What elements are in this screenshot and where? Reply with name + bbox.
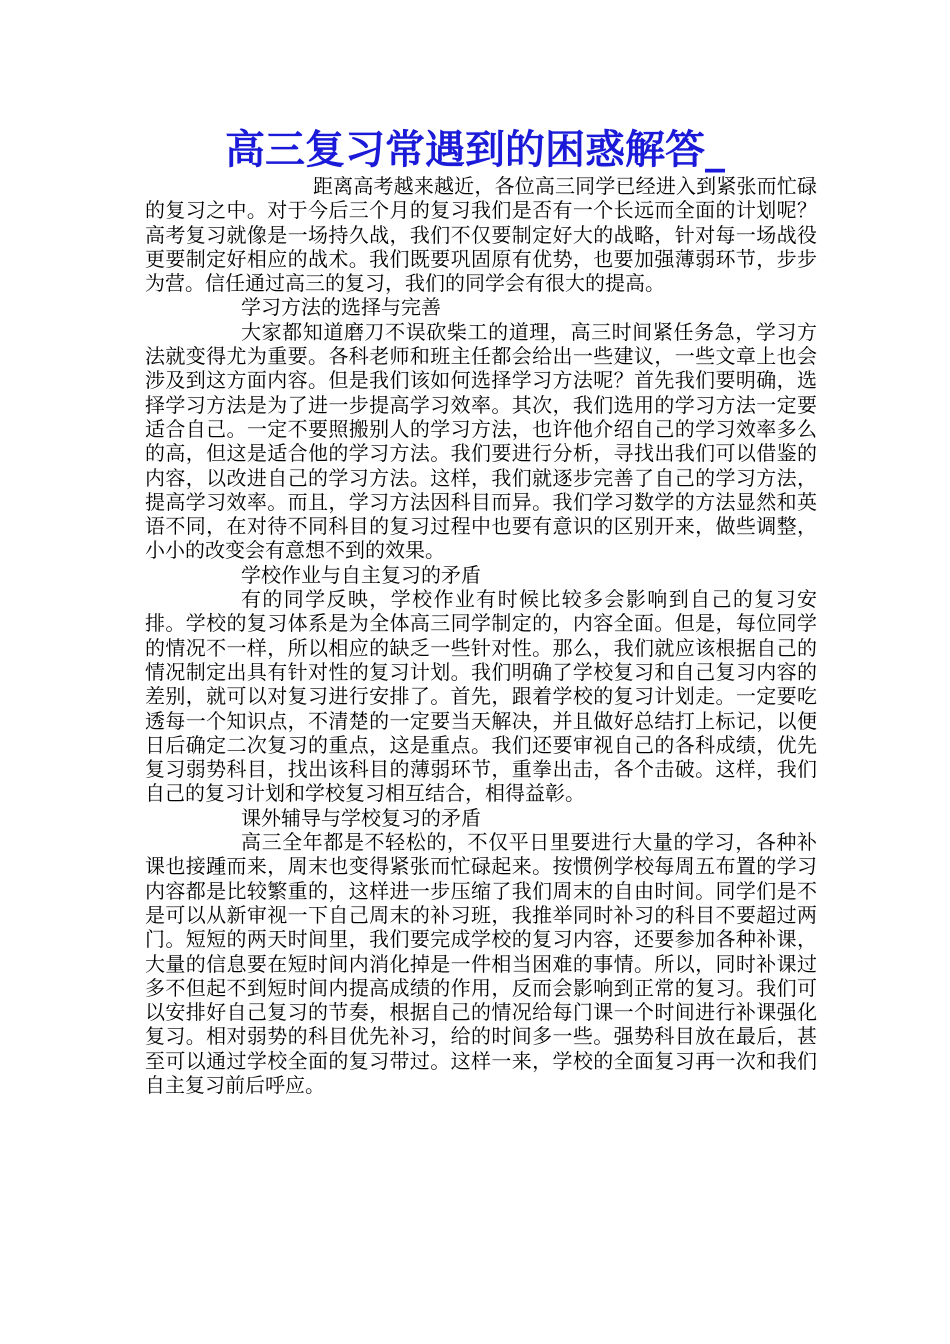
section-heading-homework-vs-self-review: 学校作业与自主复习的矛盾	[241, 562, 481, 587]
document-body	[145, 174, 817, 1097]
section-body-homework-vs-self-review: 有的同学反映，学校作业有时候比较多会影响到自己的复习安排。学校的复习体系是为全体高三同学制定的，内容全面。但是，每位同学的情况不一样，所以相应的缺乏一些针对性。那么，我们就应该根据自己的情况制定出具有针对性的复习计划。我们明确了学校复习和自己复习内容的差别，就可以对复习进行安排了。首先，跟着学校的复习计划走。一定要吃透每一个知识点，不清楚的一定要当天解决，并且做好总结打上标记，以便日后确定二次复习的重点，这是重点。我们还要审视自己的各科成绩，优先复习弱势科目，找出该科目的薄弱环节，重拳出击，各个击破。这样，我们自己的复习计划和学校复习相互结合，相得益彰。	[145, 587, 817, 806]
section-body-study-methods: 大家都知道磨刀不误砍柴工的道理，高三时间紧任务急，学习方法就变得尤为重要。各科老师和班主任都会给出一些建议，一些文章上也会涉及到这方面内容。但是我们该如何选择学习方法呢？首先我们要明确，选择学习方法是为了进一步提高学习效率。其次，我们选用的学习方法一定要适合自己。一定不要照搬别人的学习方法，也许他介绍自己的学习效率多么的高，但这是适合他的学习方法。我们要进行分析，寻找出我们可以借鉴的内容，以改进自己的学习方法。这样，我们就逐步完善了自己的学习方法，提高学习效率。而且，学习方法因科目而异。我们学习数学的方法显然和英语不同，在对待不同科目的复习过程中也要有意识的区别开来，做些调整，小小的改变会有意想不到的效果。	[145, 319, 817, 563]
document-title: 高三复习常遇到的困惑解答_	[225, 126, 725, 173]
section-body-tutoring-vs-school-review: 高三全年都是不轻松的，不仅平日里要进行大量的学习，各种补课也接踵而来，周末也变得紧张而忙碌起来。按惯例学校每周五布置的学习内容都是比较繁重的，这样进一步压缩了我们周末的自由时间。同学们是不是可以从新审视一下自己周末的补习班，我推举同时补习的科目不要超过两门。短短的两天时间里，我们要完成学校的复习内容，还要参加各种补课，大量的信息要在短时间内消化掉是一件相当困难的事情。所以，同时补课过多不但起不到短时间内提高成绩的作用，反而会影响到正常的复习。我们可以安排好自己复习的节奏，根据自己的情况给每门课一个时间进行补课强化复习。相对弱势的科目优先补习，给的时间多一些。强势科目放在最后，甚至可以通过学校全面的复习带过。这样一来，学校的全面复习再一次和我们自主复习前后呼应。	[145, 830, 817, 1097]
intro-paragraph: 距离高考越来越近，各位高三同学已经进入到紧张而忙碌的复习之中。对于今后三个月的复习我们是否有一个长远而全面的计划呢？高考复习就像是一场持久战，我们不仅要制定好大的战略，针对每一场战役更要制定好相应的战术。我们既要巩固原有优势，也要加强薄弱环节，步步为营。信任通过高三的复习，我们的同学会有很大的提高。	[145, 174, 817, 296]
section-heading-tutoring-vs-school-review: 课外辅导与学校复习的矛盾	[241, 805, 481, 830]
section-heading-study-methods: 学习方法的选择与完善	[241, 295, 441, 320]
